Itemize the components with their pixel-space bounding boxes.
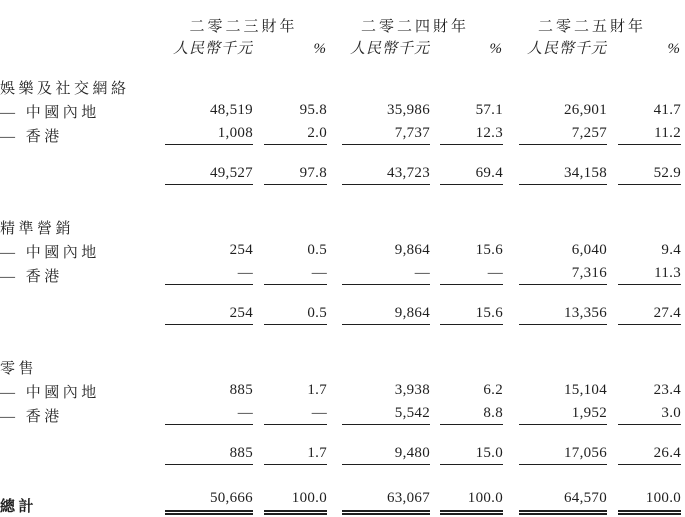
- amount-cell: [327, 161, 430, 185]
- pct-value: 12.3: [440, 126, 503, 145]
- pct-cell: [253, 441, 327, 465]
- unit-header-row: [0, 35, 681, 57]
- amount-cell: [327, 121, 430, 145]
- amount-value: 7,257: [519, 126, 607, 145]
- pct-cell: [430, 441, 503, 465]
- spacer-row: [0, 285, 681, 301]
- subtotal-amount: 34,158: [519, 166, 607, 185]
- subtotal-pct: 69.4: [440, 166, 503, 185]
- row-label: — 香港: [0, 269, 63, 285]
- table-row-mainland: [0, 237, 681, 261]
- amount-value: —: [165, 406, 253, 425]
- row-label: — 中國內地: [0, 105, 100, 121]
- pct-header-fy2024: %: [489, 41, 504, 57]
- pct-value: 57.1: [475, 102, 504, 118]
- year-header-row: [0, 3, 681, 35]
- subtotal-pct: 52.9: [618, 166, 681, 185]
- amount-value: —: [342, 266, 430, 285]
- pct-value: 15.6: [475, 242, 504, 258]
- amount-value: 885: [229, 382, 253, 398]
- amount-value: 9,864: [394, 242, 431, 258]
- subtotal-amount: 9,864: [342, 306, 430, 325]
- amount-cell: [327, 377, 430, 401]
- pct-value: 23.4: [653, 382, 682, 398]
- amount-cell: [327, 441, 430, 465]
- row-label: [0, 441, 160, 465]
- pct-value: —: [264, 406, 327, 425]
- pct-cell: [607, 377, 681, 401]
- pct-cell: [607, 301, 681, 325]
- subtotal-row: [0, 161, 681, 185]
- pct-cell: [253, 261, 327, 285]
- table-row-hongkong: [0, 121, 681, 145]
- subtotal-amount: 17,056: [519, 446, 607, 465]
- pct-cell: [430, 487, 503, 515]
- amount-cell: [503, 301, 607, 325]
- row-label: — 中國內地: [0, 385, 100, 401]
- subtotal-pct: 15.0: [440, 446, 503, 465]
- amount-cell: [503, 161, 607, 185]
- total-amount: 63,067: [342, 491, 430, 515]
- table-row-mainland: [0, 377, 681, 401]
- amount-value: 1,008: [165, 126, 253, 145]
- row-label: — 中國內地: [0, 245, 100, 261]
- subtotal-pct: 15.6: [440, 306, 503, 325]
- amount-cell: [160, 121, 253, 145]
- pct-value: 41.7: [653, 102, 682, 118]
- amount-cell: [160, 261, 253, 285]
- pct-cell: [430, 121, 503, 145]
- pct-value: 3.0: [618, 406, 681, 425]
- subtotal-amount: 254: [165, 306, 253, 325]
- subtotal-amount: 13,356: [519, 306, 607, 325]
- table-row-hongkong: [0, 261, 681, 285]
- pct-cell: [253, 301, 327, 325]
- amount-cell: [327, 97, 430, 121]
- pct-value: —: [440, 266, 503, 285]
- pct-cell: [430, 401, 503, 425]
- pct-value: —: [264, 266, 327, 285]
- table-row-mainland: [0, 97, 681, 121]
- amount-cell: [503, 487, 607, 515]
- pct-cell: [253, 377, 327, 401]
- total-pct: 100.0: [618, 491, 681, 515]
- amount-value: —: [165, 266, 253, 285]
- amount-value: 7,316: [519, 266, 607, 285]
- pct-cell: [607, 97, 681, 121]
- amount-cell: [327, 261, 430, 285]
- pct-value: 2.0: [264, 126, 327, 145]
- section-title-row: [0, 213, 681, 237]
- pct-cell: [607, 261, 681, 285]
- amount-value: 1,952: [519, 406, 607, 425]
- amount-cell: [503, 261, 607, 285]
- subtotal-row: [0, 301, 681, 325]
- pct-value: 11.2: [618, 126, 681, 145]
- amount-cell: [503, 441, 607, 465]
- amount-cell: [160, 377, 253, 401]
- amount-cell: [160, 441, 253, 465]
- pct-value: 95.8: [299, 102, 328, 118]
- pct-cell: [607, 237, 681, 261]
- pct-cell: [253, 237, 327, 261]
- amount-cell: [327, 401, 430, 425]
- pct-value: 6.2: [483, 382, 504, 398]
- grand-total-row: [0, 487, 681, 515]
- amount-cell: [503, 121, 607, 145]
- section-title-marketing: 精準營銷: [0, 221, 75, 237]
- spacer-row: [0, 465, 681, 487]
- amount-cell: [327, 237, 430, 261]
- pct-cell: [430, 161, 503, 185]
- amount-cell: [160, 97, 253, 121]
- section-title-retail: 零售: [0, 361, 38, 377]
- amount-value: 48,519: [209, 102, 253, 118]
- total-pct: 100.0: [264, 491, 327, 515]
- pct-header-fy2023: %: [313, 41, 328, 57]
- total-pct: 100.0: [440, 491, 503, 515]
- year-header-fy2024: 二零二四財年: [361, 19, 470, 35]
- pct-cell: [430, 377, 503, 401]
- row-label: [0, 301, 160, 325]
- subtotal-pct: 0.5: [264, 306, 327, 325]
- amount-value: 5,542: [342, 406, 430, 425]
- pct-value: 0.5: [307, 242, 328, 258]
- subtotal-pct: 26.4: [618, 446, 681, 465]
- pct-cell: [430, 301, 503, 325]
- pct-cell: [607, 401, 681, 425]
- pct-cell: [607, 161, 681, 185]
- total-amount: 64,570: [519, 491, 607, 515]
- row-label: — 香港: [0, 409, 63, 425]
- subtotal-pct: 27.4: [618, 306, 681, 325]
- pct-cell: [253, 121, 327, 145]
- spacer-row: [0, 325, 681, 353]
- subtotal-pct: 1.7: [264, 446, 327, 465]
- spacer-row: [0, 425, 681, 441]
- year-header-fy2023: 二零二三財年: [189, 19, 298, 35]
- unit-header-fy2024: 人民幣千元: [350, 41, 431, 57]
- pct-cell: [430, 237, 503, 261]
- amount-value: 3,938: [394, 382, 431, 398]
- row-label: [0, 161, 160, 185]
- spacer-row: [0, 57, 681, 73]
- pct-cell: [253, 401, 327, 425]
- pct-cell: [607, 121, 681, 145]
- amount-cell: [160, 401, 253, 425]
- amount-value: 15,104: [563, 382, 608, 398]
- total-amount: 50,666: [165, 491, 253, 515]
- amount-cell: [503, 237, 607, 261]
- subtotal-row: [0, 441, 681, 465]
- amount-value: 254: [229, 242, 253, 258]
- pct-cell: [430, 261, 503, 285]
- pct-value: 9.4: [661, 242, 682, 258]
- spacer-row: [0, 185, 681, 213]
- amount-cell: [503, 97, 607, 121]
- amount-cell: [327, 301, 430, 325]
- pct-cell: [607, 441, 681, 465]
- section-title-row: [0, 353, 681, 377]
- unit-header-fy2023: 人民幣千元: [172, 41, 253, 57]
- subtotal-amount: 9,480: [342, 446, 430, 465]
- subtotal-amount: 885: [165, 446, 253, 465]
- total-label: 總計: [0, 499, 38, 515]
- subtotal-amount: 43,723: [342, 166, 430, 185]
- row-label: — 香港: [0, 129, 63, 145]
- amount-cell: [160, 301, 253, 325]
- amount-value: 7,737: [342, 126, 430, 145]
- pct-cell: [607, 487, 681, 515]
- amount-cell: [160, 487, 253, 515]
- pct-value: 8.8: [440, 406, 503, 425]
- subtotal-amount: 49,527: [165, 166, 253, 185]
- amount-value: 26,901: [563, 102, 608, 118]
- amount-value: 6,040: [571, 242, 608, 258]
- amount-value: 35,986: [386, 102, 431, 118]
- year-header-fy2025: 二零二五財年: [538, 19, 647, 35]
- amount-cell: [327, 487, 430, 515]
- pct-value: 11.3: [618, 266, 681, 285]
- amount-cell: [160, 237, 253, 261]
- pct-cell: [253, 97, 327, 121]
- spacer-row: [0, 145, 681, 161]
- pct-cell: [253, 487, 327, 515]
- pct-cell: [430, 97, 503, 121]
- amount-cell: [503, 377, 607, 401]
- amount-cell: [160, 161, 253, 185]
- pct-value: 1.7: [307, 382, 328, 398]
- section-title-entertainment: 娛樂及社交網絡: [0, 81, 130, 97]
- section-title-row: [0, 73, 681, 97]
- pct-cell: [253, 161, 327, 185]
- corner-cell: [0, 35, 160, 57]
- pct-header-fy2025: %: [667, 41, 682, 57]
- unit-header-fy2025: 人民幣千元: [527, 41, 608, 57]
- revenue-breakdown-table: [0, 3, 681, 515]
- amount-cell: [503, 401, 607, 425]
- table-row-hongkong: [0, 401, 681, 425]
- subtotal-pct: 97.8: [264, 166, 327, 185]
- corner-cell: [0, 3, 160, 35]
